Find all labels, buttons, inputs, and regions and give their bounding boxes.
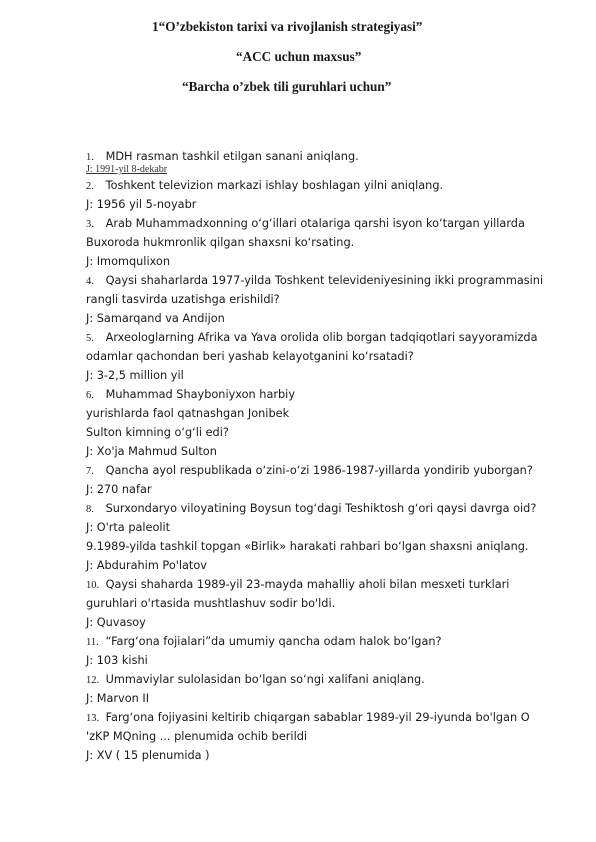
question-number: 4. bbox=[86, 276, 94, 287]
question-item bbox=[86, 176, 556, 214]
question-number: 1. bbox=[86, 152, 94, 163]
question-text bbox=[86, 708, 556, 727]
question-number: 2. bbox=[86, 181, 94, 192]
answer-text: J: Imomqulixon bbox=[86, 255, 170, 268]
question-number: 8. bbox=[86, 504, 94, 515]
question-line: Muhammad Shayboniyxon harbiy bbox=[102, 388, 296, 401]
question-text-continued: Buxoroda hukmronlik qilgan shaxsni ko‘rsating. bbox=[86, 236, 355, 249]
question-text bbox=[86, 499, 556, 518]
question-item bbox=[86, 214, 556, 271]
question-text bbox=[86, 328, 556, 347]
answer-text: J: 270 nafar bbox=[86, 483, 152, 496]
question-list bbox=[86, 147, 556, 765]
question-number: 13. bbox=[86, 713, 100, 724]
question-item bbox=[86, 499, 556, 537]
question-line: Toshkent televizion markazi ishlay boshlagan yilni aniqlang. bbox=[102, 179, 444, 192]
answer-text: J: Xo'ja Mahmud Sulton bbox=[86, 445, 217, 458]
question-number: 6. bbox=[86, 390, 94, 401]
question-item bbox=[86, 537, 556, 575]
question-line: MDH rasman tashkil etilgan sanani aniqlang. bbox=[102, 150, 359, 163]
question-text-continued: yurishlarda faol qatnashgan Jonibek bbox=[86, 407, 290, 420]
question-line: Surxondaryo viloyatining Boysun tog‘dagi Teshiktosh g‘ori qaysi davrga oid? bbox=[102, 502, 537, 515]
question-item bbox=[86, 670, 556, 708]
question-number: 12. bbox=[86, 675, 100, 686]
question-item bbox=[86, 147, 556, 176]
question-line: Ummaviylar sulolasidan bo‘lgan so‘ngi xalifani aniqlang. bbox=[102, 673, 425, 686]
question-text bbox=[86, 461, 556, 480]
answer-text: J: 1991-yil 8-dekabr bbox=[86, 164, 168, 175]
question-item bbox=[86, 461, 556, 499]
answer-text: J: O'rta paleolit bbox=[86, 521, 171, 534]
question-line: Qaysi shaharlarda 1977-yilda Toshkent televideniyesining ikki programmasini bbox=[102, 274, 544, 287]
question-number: 3. bbox=[86, 219, 94, 230]
question-text bbox=[86, 214, 556, 233]
question-text-continued: 'zKP MQning ... plenumida ochib berildi bbox=[86, 730, 308, 743]
question-text-continued: rangli tasvirda uzatishga erishildi? bbox=[86, 293, 280, 306]
question-text bbox=[86, 385, 556, 404]
header-subtitle: “ACC uchun maxsus” bbox=[236, 49, 362, 64]
question-text bbox=[86, 271, 556, 290]
answer-text: J: 1956 yil 5-noyabr bbox=[86, 198, 197, 211]
question-line: Arxeologlarning Afrika va Yava orolida olib borgan tadqiqotlari sayyoramizda bbox=[102, 331, 538, 344]
question-item bbox=[86, 708, 556, 765]
answer-text: J: Abdurahim Po'latov bbox=[86, 559, 207, 572]
answer-text: J: Marvon II bbox=[86, 692, 150, 705]
header-title: 1“O’zbekiston tarixi va rivojlanish strategiyasi” bbox=[152, 19, 423, 34]
question-line: Qancha ayol respublikada o‘zini-o‘zi 1986-1987-yillarda yondirib yuborgan? bbox=[102, 464, 533, 477]
question-text bbox=[86, 176, 556, 195]
question-item bbox=[86, 575, 556, 632]
question-text-continued: odamlar qachondan beri yashab kelayotganini ko‘rsatadi? bbox=[86, 350, 414, 363]
question-item bbox=[86, 385, 556, 461]
question-item bbox=[86, 271, 556, 328]
answer-text: J: Samarqand va Andijon bbox=[86, 312, 225, 325]
answer-text: J: XV ( 15 plenumida ) bbox=[86, 749, 210, 762]
question-text bbox=[86, 670, 556, 689]
question-line: Qaysi shaharda 1989-yil 23-mayda mahalliy aholi bilan mesxeti turklari bbox=[102, 578, 510, 591]
question-number: 7. bbox=[86, 466, 94, 477]
question-line: “Farg‘ona fojialari”da umumiy qancha odam halok bo‘lgan? bbox=[102, 635, 442, 648]
question-number: 10. bbox=[86, 580, 100, 591]
question-item bbox=[86, 632, 556, 670]
question-text bbox=[86, 575, 556, 594]
answer-text: J: 3-2,5 million yil bbox=[86, 369, 184, 382]
question-text-continued: guruhlari o'rtasida mushtlashuv sodir bo'ldi. bbox=[86, 597, 336, 610]
answer-text: J: 103 kishi bbox=[86, 654, 148, 667]
question-line: Farg‘ona fojiyasini keltirib chiqargan sabablar 1989-yil 29-iyunda bo'lgan O bbox=[102, 711, 530, 724]
question-number: 5. bbox=[86, 333, 94, 344]
question-line: Arab Muhammadxonning o‘g‘illari otalariga qarshi isyon ko‘targan yillarda bbox=[102, 217, 525, 230]
header-audience: “Barcha o’zbek tili guruhlari uchun” bbox=[182, 79, 392, 94]
question-number: 11. bbox=[86, 637, 99, 648]
question-text: 9.1989-yilda tashkil topgan «Birlik» harakati rahbari bo‘lgan shaxsni aniqlang. bbox=[86, 540, 529, 553]
question-item bbox=[86, 328, 556, 385]
question-text-continued: Sulton kimning o‘g‘li edi? bbox=[86, 426, 229, 439]
question-text bbox=[86, 632, 556, 651]
answer-text: J: Quvasoy bbox=[86, 616, 146, 629]
